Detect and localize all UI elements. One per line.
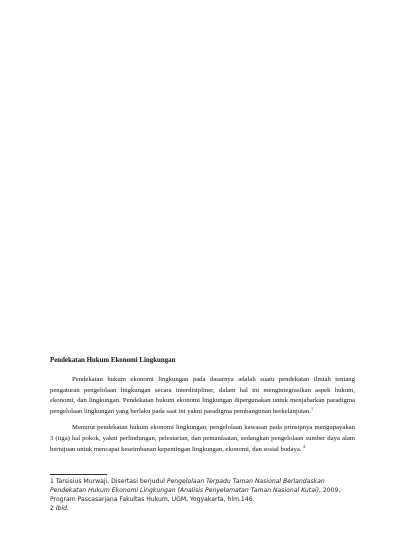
footnote bbox=[50, 505, 360, 514]
footnote-number: 2 bbox=[50, 504, 54, 512]
footnote-title: Ibid. bbox=[55, 504, 69, 512]
footnote-tail: , 2009, Program Pascasarjana Fakultas Hukum, UGM, Yogyakarta, hlm.146. bbox=[50, 486, 341, 503]
paragraph-text: Menurut pendekatan hukum ekonomi lingkungan, pengelolaan kawasan pada prinsipnya mengupayakan 3 (tiga) hal pokok, yakni perlindungan, pelestarian, dan pemanfaatan, sedangkan pengelolaan sumber daya alam bertujuan untuk mencapai keseimbanan kepentingan lingkungan, ekonomi, dan sosial budaya. bbox=[50, 423, 355, 453]
footnote bbox=[50, 478, 360, 505]
section-body bbox=[50, 356, 355, 460]
section-heading: Pendekatan Hukum Ekonomi Lingkungan bbox=[50, 357, 176, 364]
footnote-ref[interactable]: 1 bbox=[310, 405, 314, 411]
footnote-separator bbox=[50, 474, 107, 475]
paragraph bbox=[50, 423, 355, 455]
footnote-title: Pengelolaan Terpadu Taman Nasional Berlandaskan Pendekatan Hukum Ekonomi Lingkungan (Analisis Penyelamatan Taman Nasional Kutai) bbox=[50, 478, 325, 494]
footnote-ref[interactable]: 2 bbox=[303, 443, 306, 449]
footnotes bbox=[50, 478, 360, 514]
footnote-lead: Tarsisius Murwaji, Disertasi berjudul bbox=[55, 478, 165, 485]
footnote-number: 1 bbox=[50, 478, 54, 485]
paragraph-text: Pendekatan hukum ekonomi lingkungan pada dasarnya adalah suatu pendekatan ilmiah tentang pengaturan pengelolaan lingkungan secara interdisipliner, dalam hal ini mengintegrasikan aspek hukum, ekonomi, dan lingkungan. Pendekatan hukum ekonomi lingkungan dipergunakan untuk menjabarkan paradigma pengelolaan lingkungan yang berlaku pada saat ini yakni paradigma pembangunan berkelanjutan. bbox=[50, 375, 355, 416]
paragraph bbox=[50, 375, 355, 418]
